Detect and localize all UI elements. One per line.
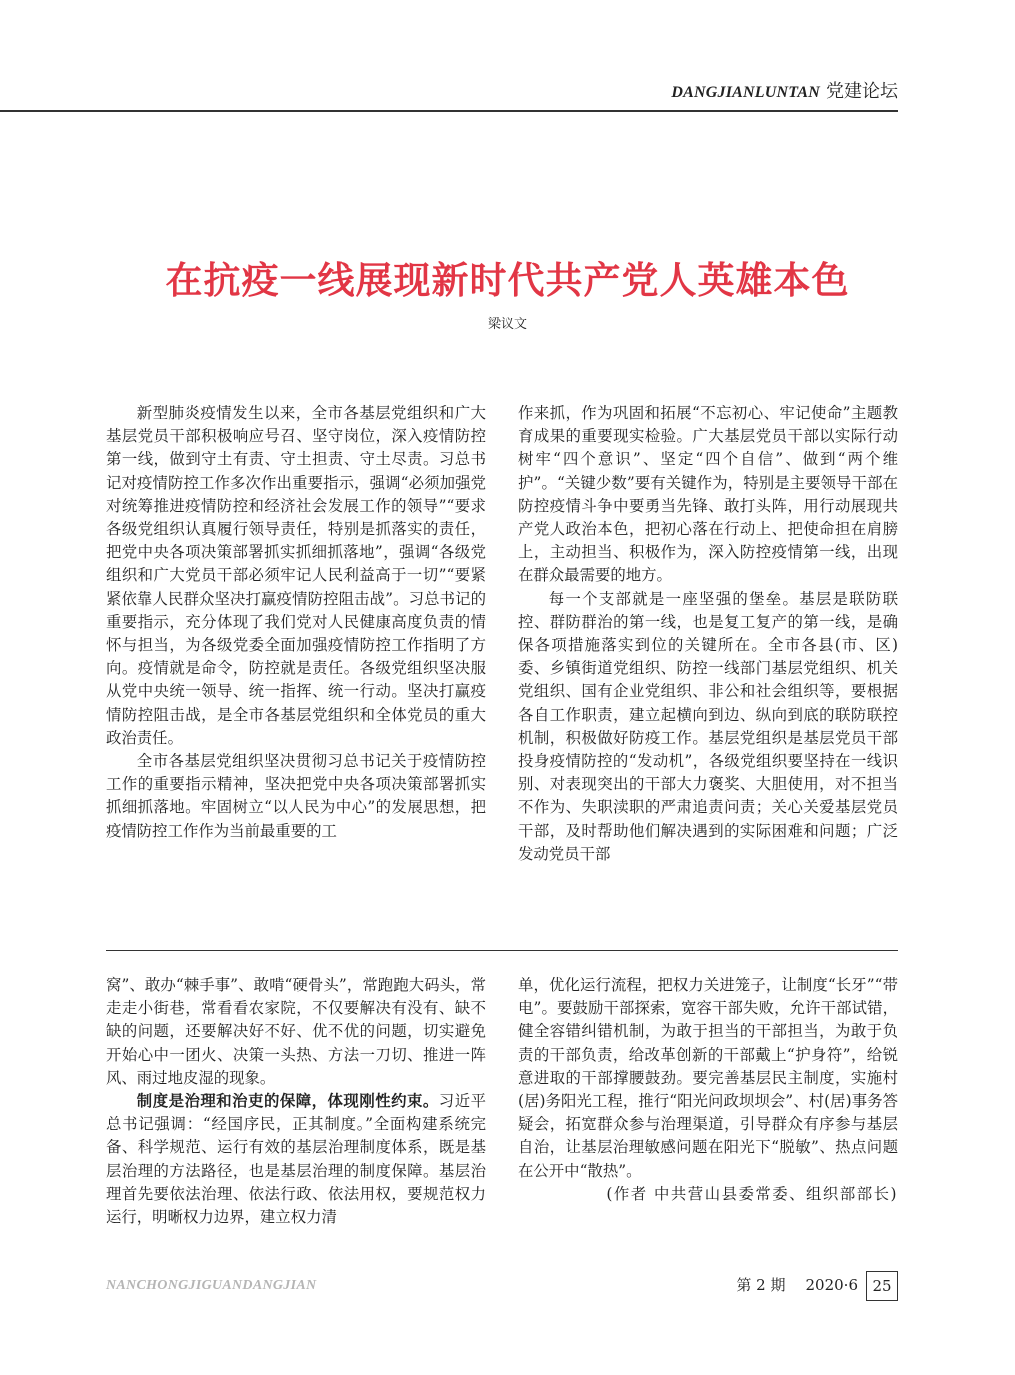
author-signature: (作者 中共营山县委常委、组织部部长) <box>606 1184 898 1203</box>
journal-name-footer: NANCHONGJIGUANDANGJIAN <box>106 1278 317 1293</box>
section-name-chinese: 党建论坛 <box>826 81 898 102</box>
paragraph: 每一个支部就是一座坚强的堡垒。基层是联防联控、群防群治的第一线，也是复工复产的第一线，是确保各项措施落实到位的关键所在。全市各县(市、区)委、乡镇街道党组织、防控一线部门基层党组织、机关党组织、国有企业党组织、非公和社会组织等，要根据各自工作职责，建立起横向到边、纵向到底的联防联控机制，积极做好防疫工作。基层党组织是基层党员干部投身疫情防控的“发动机”，各级党组织要坚持在一线识别、对表现突出的干部大力褒奖、大胆使用，对不担当不作为、失职渎职的严肃追责问责；关心关爱基层党员干部，及时帮助他们解决遇到的实际困难和问题；广泛发动党员干部 <box>518 589 898 863</box>
paragraph-continued: 作来抓，作为巩固和拓展“不忘初心、牢记使命”主题教育成果的重要现实检验。广大基层党员干部以实际行动树牢“四个意识”、坚定“四个自信”、做到“两个维护”。“关键少数”要有关键作为，特别是主要领导干部在防控疫情斗争中要勇当先锋、敢打头阵，用行动展现共产党人政治本色，把初心落在行动上、把使命担在肩膀上，主动担当、积极作为，深入防控疫情第一线，出现在群众最需要的地方。 <box>518 404 898 585</box>
paragraph: 新型肺炎疫情发生以来，全市各基层党组织和广大基层党员干部积极响应号召、坚守岗位，深入疫情防控第一线，做到守土有责、守土担责、守土尽责。习总书记对疫情防控工作多次作出重要指示，强调“必须加强党对统筹推进疫情防控和经济社会发展工作的领导”“要求各级党组织认真履行领导责任，特别是抓落实的责任，把党中央各项决策部署抓实抓细抓落地”，强调“各级党组织和广大党员干部必须牢记人民利益高于一切”“要紧紧依靠人民群众坚决打赢疫情防控阻击战”。习总书记的重要指示，充分体现了我们党对人民健康高度负责的情怀与担当，为各级党委全面加强疫情防控工作指明了方向。疫情就是命令，防控就是责任。各级党组织坚决服从党中央统一领导、统一指挥、统一行动。坚决打赢疫情防控阻击战，是全市各基层党组织和全体党员的重大政治责任。 <box>106 404 486 747</box>
paragraph-continued: 窝”、敢办“棘手事”、敢啃“硬骨头”，常跑跑大码头，常走走小街巷，常看看农家院，不仅要解决有没有、缺不缺的问题，还要解决好不好、优不优的问题，切实避免开始心中一团火、决策一头热、方法一刀切、推进一阵风、雨过地皮湿的现象。 <box>106 976 486 1087</box>
paragraph-continued: 单，优化运行流程，把权力关进笼子，让制度“长牙”“带电”。要鼓励干部探索，宽容干部失败，允许干部试错，健全容错纠错机制，为敢于担当的干部担当，为敢于负责的干部负责，给改革创新的干部戴上“护身符”，给锐意进取的干部撑腰鼓劲。要完善基层民主制度，实施村(居)务阳光工程，推行“阳光问政坝坝会”、村(居)事务答疑会，拓宽群众参与治理渠道，引导群众有序参与基层自治，让基层治理敏感问题在阳光下“脱敏”、热点问题在公开中“散热”。 <box>518 976 898 1180</box>
paragraph-body: 习近平总书记强调：“经国序民，正其制度。”全面构建系统完备、科学规范、运行有效的基层治理制度体系，既是基层治理的方法路径，也是基层治理的制度保障。基层治理首先要依法治理、依法行政、依法用权，要规范权力运行，明晰权力边界，建立权力清 <box>106 1092 486 1227</box>
section-divider <box>106 950 898 951</box>
column-lower-right <box>518 974 898 1206</box>
header-rule <box>0 110 898 112</box>
page-number: 25 <box>866 1271 898 1301</box>
section-name-english: DANGJIANLUNTAN <box>671 84 820 101</box>
article-author: 梁议文 <box>487 317 527 332</box>
column-upper-left <box>106 402 486 843</box>
column-upper-right <box>518 402 898 866</box>
paragraph: 全市各基层党组织坚决贯彻习总书记关于疫情防控工作的重要指示精神，坚决把党中央各项决策部署抓实抓细抓落地。牢固树立“以人民为中心”的发展思想，把疫情防控工作作为当前最重要的工 <box>106 752 486 840</box>
paragraph <box>106 1090 486 1229</box>
footer-issue-info <box>736 1270 898 1301</box>
paragraph-lead-sentence: 制度是治理和治吏的保障，体现刚性约束。 <box>136 1092 439 1111</box>
running-header <box>671 80 898 105</box>
issue-date: 2020·6 <box>805 1276 858 1294</box>
article-title: 在抗疫一线展现新时代共产党人英雄本色 <box>165 258 850 302</box>
column-lower-left <box>106 974 486 1229</box>
issue-number: 第 2 期 <box>736 1276 786 1294</box>
